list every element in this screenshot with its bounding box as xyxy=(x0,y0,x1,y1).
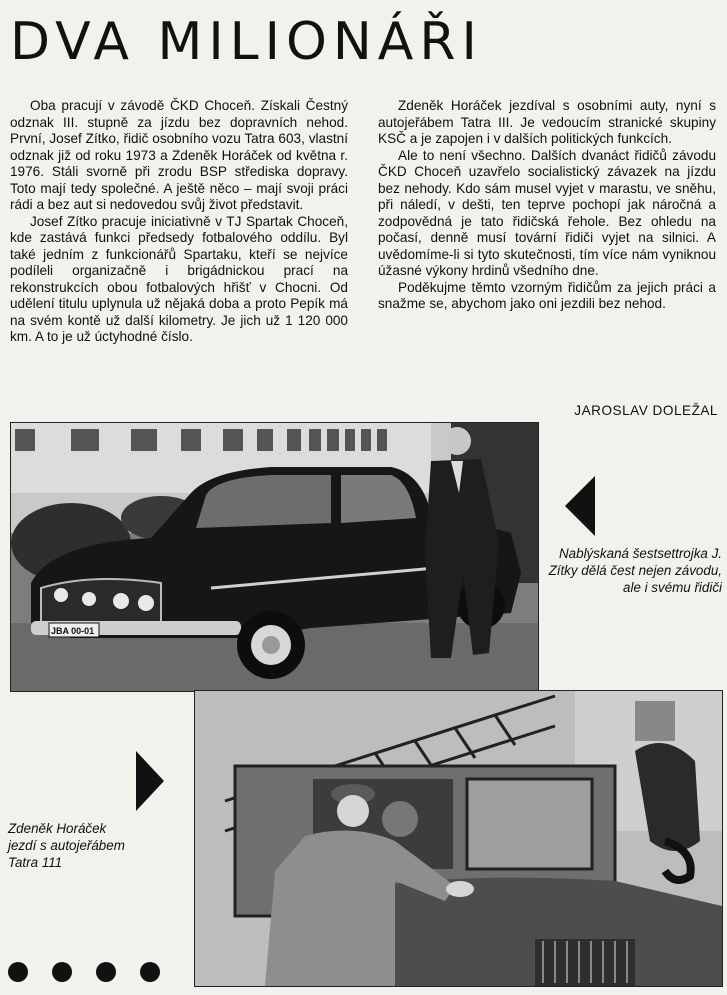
dot-icon xyxy=(140,962,160,982)
triangle-left-icon xyxy=(565,476,595,536)
license-plate: JBA 00-01 xyxy=(51,626,95,636)
paragraph: Ale to není všechno. Dalších dvanáct řidičů závodu ČKD Choceň uzavřelo socialistický závazek na jízdu bez nehody. Kdo sám musel vyjet v marastu, ve sněhu, při náledí, v dešti, ten teprve pochopí jak náročná a zodpovědná je tato řidičská řehole. Bez ohledu na počasí, denně musí tovární řidiči vyjet na silnici. A uvědomíme-li si tyto skutečnosti, tím více nám vyniknou úžasné výkony hrdinů všedního dne. xyxy=(378,147,716,278)
author-byline: JAROSLAV DOLEŽAL xyxy=(574,403,718,418)
photo-caption-car: Nablýskaná šestsettrojka J. Zítky dělá čest nejen závodu, ale i svému řidiči xyxy=(548,546,722,595)
bullet-dots xyxy=(8,962,160,982)
photo-caption-crane: Zdeněk Horáček jezdí s autojeřábem Tatra 111 xyxy=(8,821,125,870)
dot-icon xyxy=(8,962,28,982)
dot-icon xyxy=(96,962,116,982)
paragraph: Zdeněk Horáček jezdíval s osobními auty, nyní s autojeřábem Tatra III. Je vedoucím stranické skupiny KSČ a je zapojen i v dalších politických funkcích. xyxy=(378,98,716,146)
article-title: DVA MILIONÁŘI xyxy=(10,12,483,72)
article-column-left xyxy=(10,98,348,346)
paragraph: Oba pracují v závodě ČKD Choceň. Získali Čestný odznak III. stupně za jízdu bez dopravních nehod. První, Josef Zítko, řidič osobního vozu Tatra 603, vlastní odznak již od roku 1973 a Zdeněk Horáček od května r. 1976. Stáli svorně při zrodu BSP střediska dopravy. Toto mají tedy společné. A ještě něco – mají svoji práci rádi a bez aut si nedovedou svůj život představit. xyxy=(10,98,348,212)
paragraph: Poděkujme těmto vzorným řidičům za jejich práci a snažme se, abychom jako oni jezdili bez nehod. xyxy=(378,279,716,311)
dot-icon xyxy=(52,962,72,982)
triangle-right-icon xyxy=(136,751,164,811)
photo-tatra-111-crane xyxy=(194,690,723,987)
article-column-right xyxy=(378,98,716,313)
photo-tatra-603 xyxy=(10,422,539,692)
paragraph: Josef Zítko pracuje iniciativně v TJ Spartak Choceň, kde zastává funkci předsedy fotbalového oddílu. Byl také jedním z funkcionářů Spartaku, kteří se nejvíce podíleli organizačně i brigádnickou prací na rekonstrukcích obou fotbalových hřišť v Chocni. Od udělení titulu uplynula už nějaká doba a proto Pepík má na svém kontě už další kilometry. Je jich už 1 120 000 km. A to je už úctyhodné číslo. xyxy=(10,213,348,344)
